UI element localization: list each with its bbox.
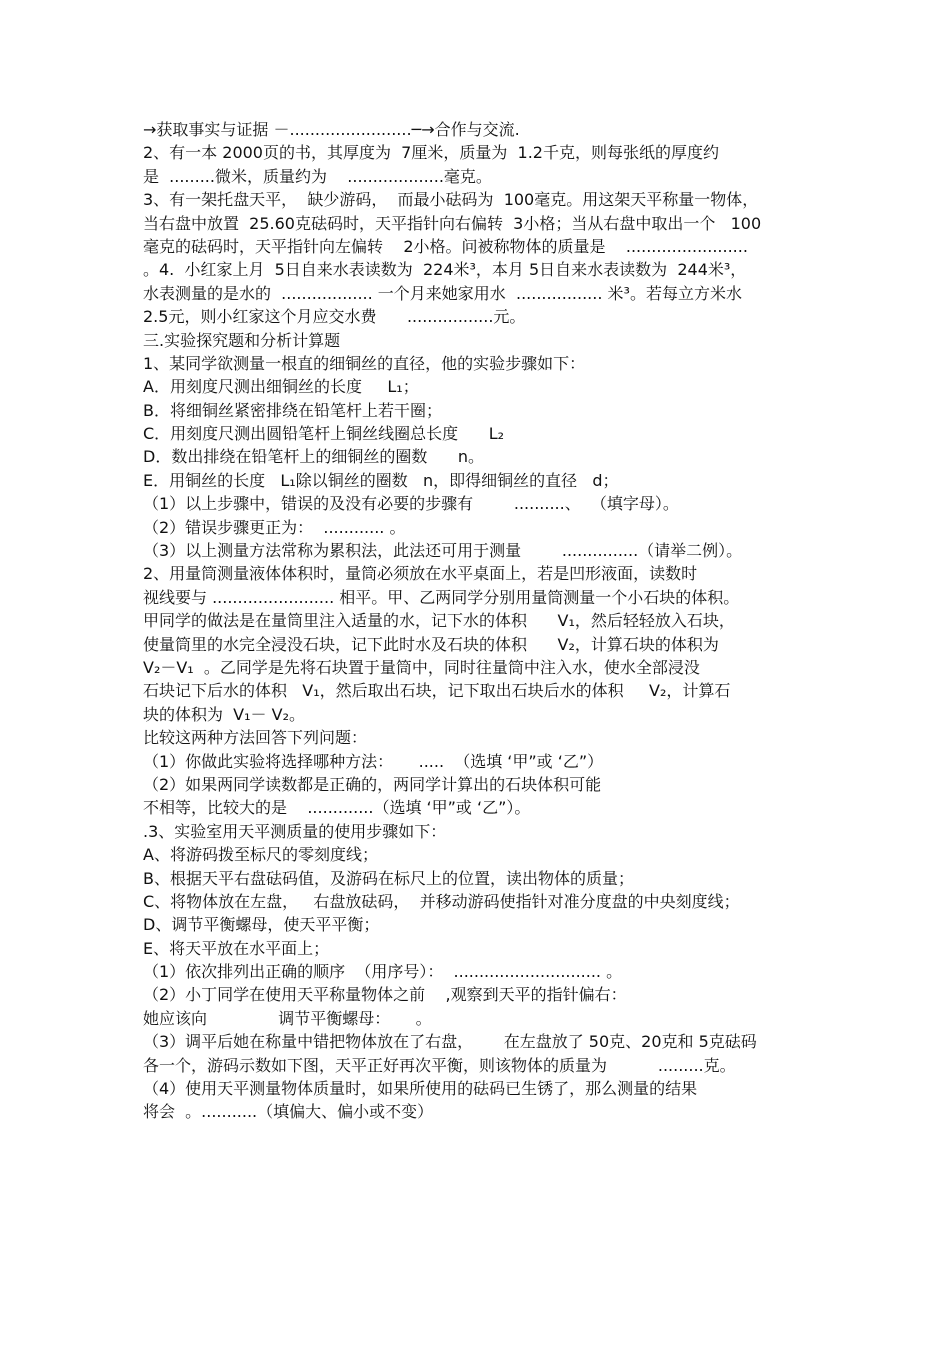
text-line: 使量筒里的水完全浸没石块，记下此时水及石块的体积 V₂，计算石块的体积为 xyxy=(143,634,719,654)
text-line: 2、有一本 2000页的书，其厚度为 7厘米，质量为 1.2千克，则每张纸的厚度约 xyxy=(143,143,719,163)
text-line: （2）小丁同学在使用天平称量物体之前 ,观察到天平的指针偏右： xyxy=(143,985,627,1005)
text-line: C．用刻度尺测出圆铅笔杆上铜丝线圈总长度 L₂ xyxy=(143,424,505,444)
text-line: D．数出排绕在铅笔杆上的细铜丝的圈数 n。 xyxy=(143,447,484,467)
text-line: 比较这两种方法回答下列问题： xyxy=(143,728,368,748)
text-line: （1）你做此实验将选择哪种方法： ..... （选填 ‘甲”或 ‘乙”） xyxy=(143,751,604,771)
text-line: 她应该向 调节平衡螺母： 。 xyxy=(143,1008,432,1028)
text-line: .3、实验室用天平测质量的使用步骤如下： xyxy=(143,821,447,841)
text-line: A、将游码拨至标尺的零刻度线； xyxy=(143,845,378,865)
text-line: B、根据天平右盘砝码值，及游码在标尺上的位置，读出物体的质量； xyxy=(143,868,634,888)
text-line: 不相等，比较大的是 .............（选填 ‘甲”或 ‘乙”）。 xyxy=(143,798,531,818)
text-line: E、将天平放在水平面上； xyxy=(143,938,330,958)
text-line: 3、有一架托盘天平， 缺少游码， 而最小砝码为 100毫克。用这架天平称量一物体， xyxy=(143,190,759,210)
document-body xyxy=(143,118,823,1124)
text-line: （2）如果两同学读数都是正确的，两同学计算出的石块体积可能 xyxy=(143,774,602,794)
text-line: E．用铜丝的长度 L₁除以铜丝的圈数 n，即得细铜丝的直径 d； xyxy=(143,470,619,490)
text-line: V₂－V₁ 。乙同学是先将石块置于量筒中，同时往量筒中注入水，使水全部浸没 xyxy=(143,657,700,677)
text-line: （3）以上测量方法常称为累积法，此法还可用于测量 ...............（请举二例）。 xyxy=(143,541,743,561)
text-line: 各一个，游码示数如下图，天平正好再次平衡，则该物体的质量为 .........克。 xyxy=(143,1055,736,1075)
text-line: 2、用量筒测量液体体积时，量筒必须放在水平桌面上，若是凹形液面，读数时 xyxy=(143,564,698,584)
text-line: A．用刻度尺测出细铜丝的长度 L₁； xyxy=(143,377,419,397)
text-line: 石块记下后水的体积 V₁，然后取出石块，记下取出石块后水的体积 V₂，计算石 xyxy=(143,681,731,701)
text-line: （2）错误步骤更正为： ............ 。 xyxy=(143,517,406,537)
text-line: 甲同学的做法是在量筒里注入适量的水，记下水的体积 V₁，然后轻轻放入石块， xyxy=(143,611,735,631)
text-line: 是 .........微米，质量约为 ...................毫克。 xyxy=(143,166,492,186)
text-line: D、调节平衡螺母，使天平平衡； xyxy=(143,915,380,935)
text-line: （1）以上步骤中，错误的及没有必要的步骤有 ..........、 （填字母）。 xyxy=(143,494,679,514)
text-line: →获取事实与证据 －........................─→合作与交流. xyxy=(143,120,520,139)
text-line: B．将细铜丝紧密排绕在铅笔杆上若干圈； xyxy=(143,400,442,420)
text-line: C、将物体放在左盘， 右盘放砝码， 并移动游码使指针对准分度盘的中央刻度线； xyxy=(143,891,740,911)
text-line: 2.5元，则小红家这个月应交水费 .................元。 xyxy=(143,307,526,327)
text-line: 当右盘中放置 25.60克砝码时，天平指针向右偏转 3小格；当从右盘中取出一个 100 xyxy=(143,213,762,233)
text-line: 1、某同学欲测量一根直的细铜丝的直径，他的实验步骤如下： xyxy=(143,353,586,373)
text-line: 。4. 小红家上月 5日自来水表读数为 224米³，本月 5日自来水表读数为 244米³， xyxy=(143,260,747,280)
text-line: 毫克的砝码时，天平指针向左偏转 2小格。问被称物体的质量是 ........................ xyxy=(143,236,748,256)
text-line: 将会 。...........（填偏大、偏小或不变） xyxy=(143,1102,434,1122)
text-line: 块的体积为 V₁－ V₂。 xyxy=(143,704,305,724)
text-line: 三.实验探究题和分析计算题 xyxy=(143,330,341,350)
text-line: 视线要与 ........................ 相平。甲、乙两同学分别用量筒测量一个小石块的体积。 xyxy=(143,587,740,607)
text-line: （4）使用天平测量物体质量时，如果所使用的砝码已生锈了，那么测量的结果 xyxy=(143,1079,698,1099)
text-line: （3）调平后她在称量中错把物体放在了右盘， 在左盘放了 50克、20克和 5克砝码 xyxy=(143,1032,757,1052)
text-line: （1）依次排列出正确的顺序 （用序号）： ............................. 。 xyxy=(143,962,623,982)
text-line: 水表测量的是水的 .................. 一个月来她家用水 ................. 米³。若每立方米水 xyxy=(143,283,742,303)
